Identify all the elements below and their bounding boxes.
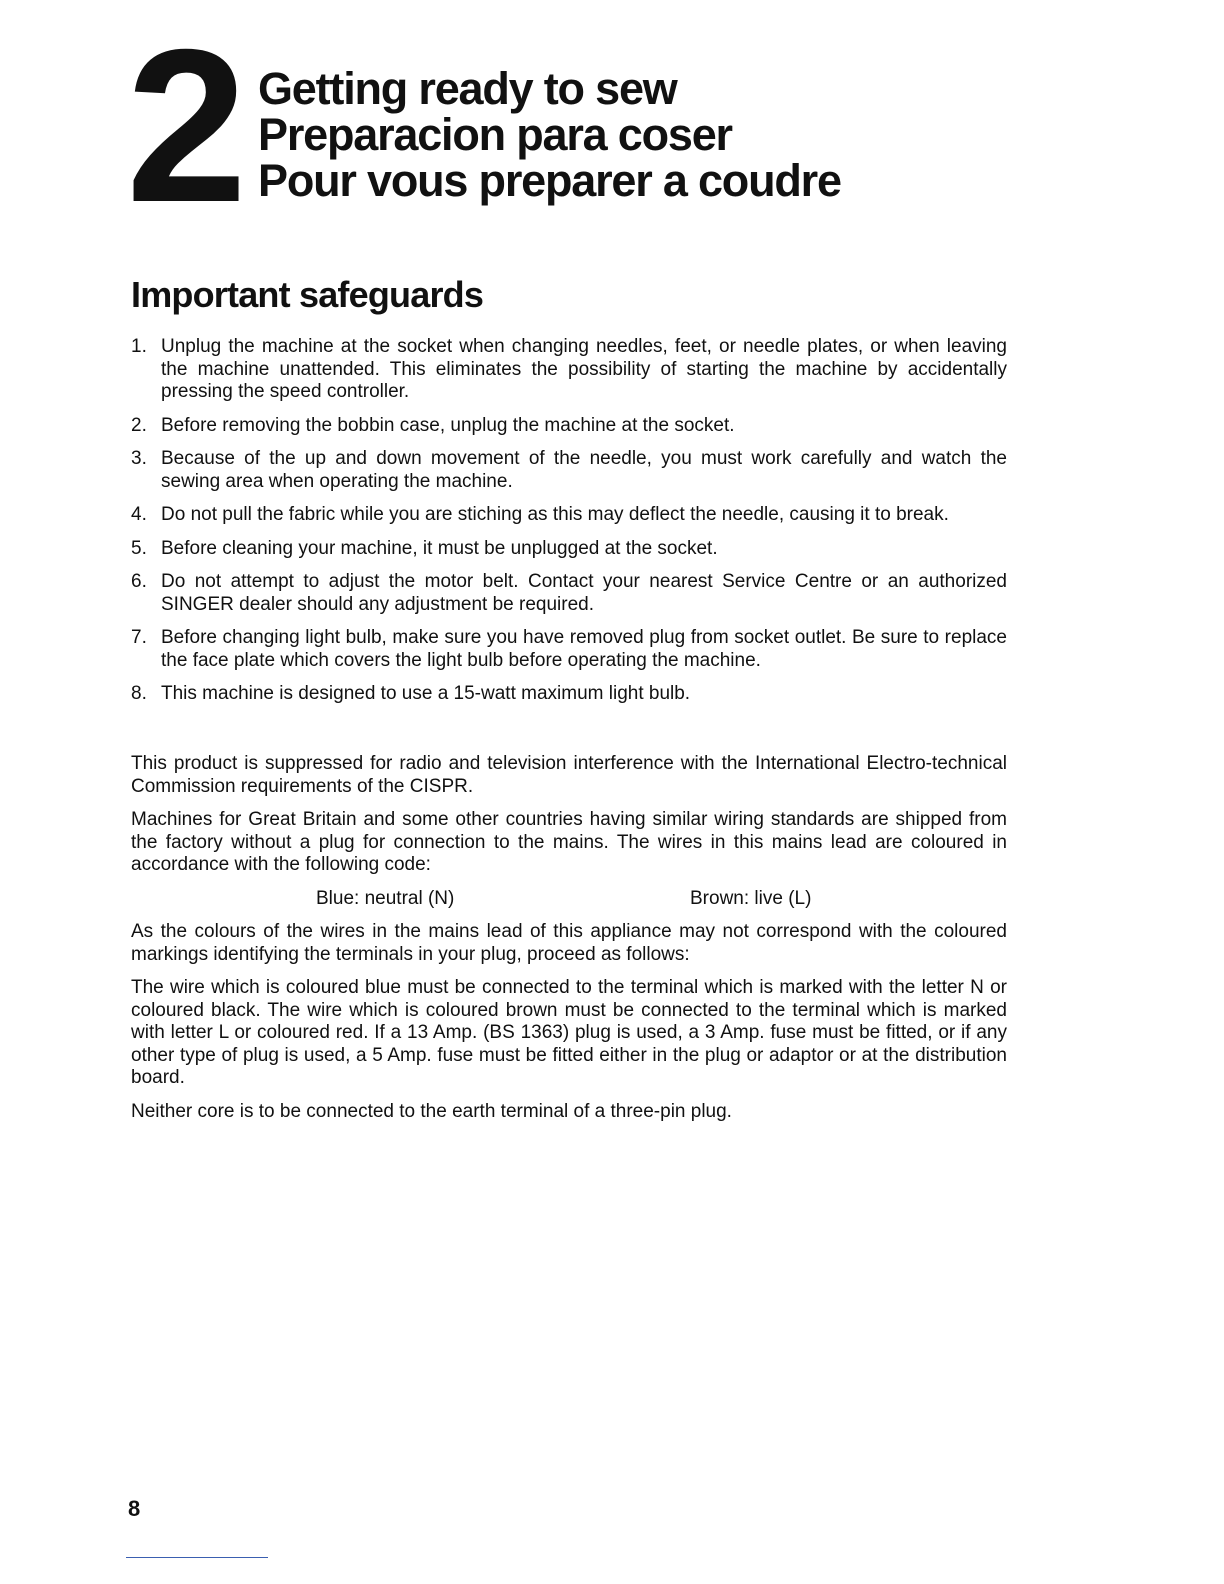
paragraph-colours-note: As the colours of the wires in the mains lead of this appliance may not correspond with the coloured markings identifying the terminals in your plug, proceed as follows:: [131, 921, 1007, 965]
paragraph-earth-note: Neither core is to be connected to the earth terminal of a three-pin plug.: [131, 1100, 732, 1122]
chapter-title-english: Getting ready to sew: [258, 63, 677, 114]
list-item: [131, 504, 1007, 527]
list-item-text: Because of the up and down movement of the needle, you must work carefully and watch the sewing area when operating the machine.: [161, 448, 1007, 492]
list-item-text: Do not attempt to adjust the motor belt. Contact your nearest Service Centre or an authorized SINGER dealer should any adjustment be required.: [161, 571, 1007, 615]
page-number: 8: [128, 1496, 141, 1521]
wire-colour-codes: [131, 888, 1007, 911]
list-item: [131, 538, 1007, 561]
list-item-text: Do not pull the fabric while you are stiching as this may deflect the needle, causing it to break.: [161, 504, 949, 525]
footer-divider: [126, 1557, 268, 1558]
chapter-title-french: Pour vous preparer a coudre: [258, 155, 841, 206]
list-item-text: Before removing the bobbin case, unplug the machine at the socket.: [161, 414, 735, 436]
list-item: [131, 571, 1007, 616]
list-item-number: 7.: [131, 627, 147, 648]
list-item: [131, 683, 1007, 706]
list-item-number: 6.: [131, 571, 147, 592]
list-item-number: 5.: [131, 537, 147, 559]
wire-code-blue: Blue: neutral (N): [316, 887, 455, 909]
paragraph-wire-connection: The wire which is coloured blue must be connected to the terminal which is marked with the letter N or coloured black. The wire which is coloured brown must be connected to the terminal which is marked with letter L or coloured red. If a 13 Amp. (BS 1363) plug is used, a 3 Amp. fuse must be fitted, or if any other type of plug is used, a 5 Amp. fuse must be fitted either in the plug or adaptor or at the distribution board.: [131, 977, 1007, 1088]
list-item-number: 1.: [131, 336, 147, 357]
list-item: [131, 627, 1007, 672]
wire-code-brown: Brown: live (L): [690, 887, 812, 909]
list-item-text: Before changing light bulb, make sure you have removed plug from socket outlet. Be sure to replace the face plate which covers the light bulb before operating the machine.: [161, 627, 1007, 671]
list-item: [131, 415, 1007, 438]
list-item: [131, 448, 1007, 493]
chapter-titles: [258, 63, 841, 206]
list-item-text: This machine is designed to use a 15-watt maximum light bulb.: [161, 683, 691, 704]
list-item-number: 8.: [131, 683, 147, 704]
section-title: Important safeguards: [131, 274, 484, 315]
safeguards-list: [131, 336, 1007, 717]
list-item-number: 4.: [131, 504, 147, 525]
list-item-text: Before cleaning your machine, it must be unplugged at the socket.: [161, 537, 718, 559]
list-item: [131, 336, 1007, 404]
chapter-number: 2: [126, 5, 244, 248]
list-item-number: 2.: [131, 414, 147, 436]
paragraph-wiring-intro: Machines for Great Britain and some other countries having similar wiring standards are shipped from the factory without a plug for connection to the mains. The wires in this mains lead are coloured in accordance with the following code:: [131, 809, 1007, 875]
paragraph-cispr: This product is suppressed for radio and television interference with the International Electro-technical Commission requirements of the CISPR.: [131, 753, 1007, 797]
body-text: [131, 753, 1007, 1134]
list-item-text: Unplug the machine at the socket when changing needles, feet, or needle plates, or when leaving the machine unattended. This eliminates the possibility of starting the machine by accidentally pressing the speed controller.: [161, 336, 1007, 402]
list-item-number: 3.: [131, 448, 147, 469]
chapter-title-spanish: Preparacion para coser: [258, 109, 732, 160]
